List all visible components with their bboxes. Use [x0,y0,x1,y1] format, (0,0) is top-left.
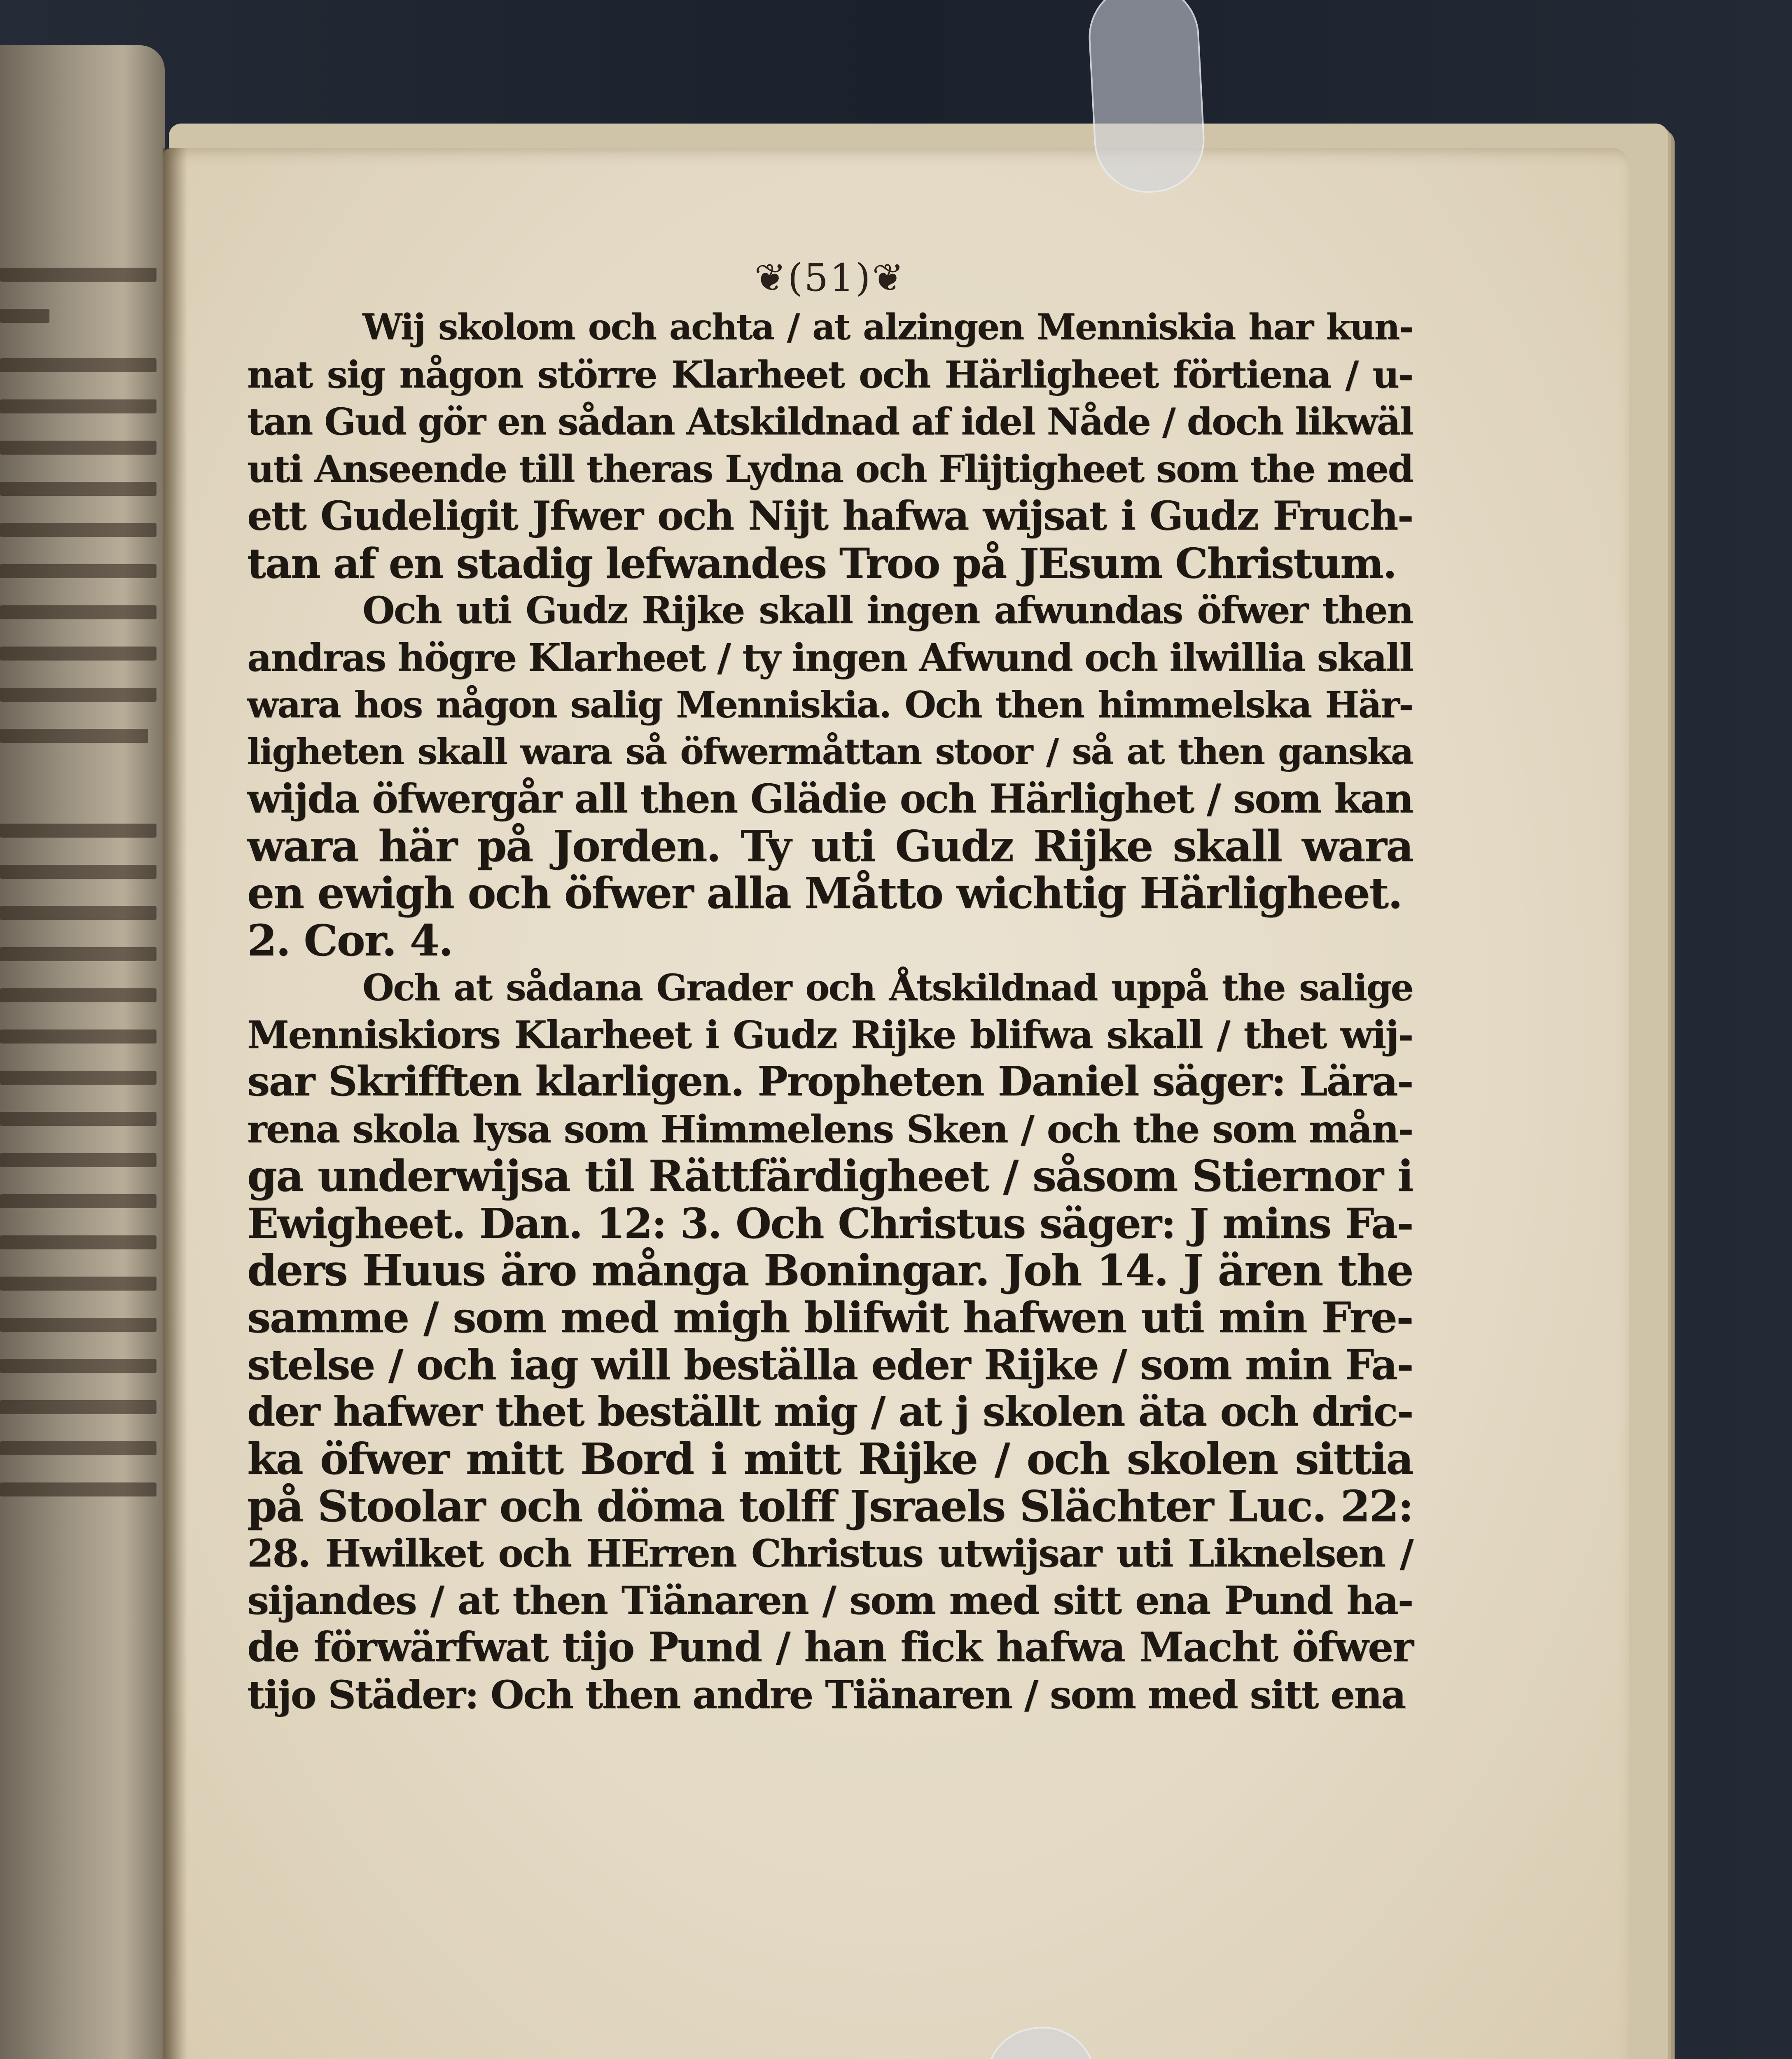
page-header-ornament: ❦(51)❦ [754,256,906,300]
text-line: ders Huus äro många Boningar. Joh 14. J ären the [247,1245,1413,1296]
text-line: 2. Cor. 4. [247,915,453,966]
text-line: Och at sådana Grader och Åtskildnad uppå the salige [362,966,1413,1009]
text-line: ka öfwer mitt Bord i mitt Rijke / och skolen sittia [247,1433,1413,1484]
left-page-text-line [0,1441,157,1455]
text-line: ett Gudeligit Jfwer och Nijt hafwa wijsat i Gudz Fruch- [247,493,1413,539]
text-line: tan Gud gör en sådan Atskildnad af idel Nåde / doch likwäl [247,400,1413,444]
left-page-text-line [0,1153,157,1167]
left-page-text-line [0,482,157,496]
left-page-text-line [0,729,148,743]
left-page-text-line [0,988,157,1002]
text-line: rena skola lysa som Himmelens Sken / och the som mån- [247,1107,1413,1151]
page-text-block [247,255,1413,1718]
text-line: 28. Hwilket och HErren Christus utwijsar uti Liknelsen / [247,1531,1413,1576]
text-line: sar Skrifften klarligen. Propheten Daniel säger: Lära- [247,1058,1413,1105]
text-line: wara här på Jorden. Ty uti Gudz Rijke skall wara [247,820,1413,871]
left-page-text-line [0,1071,157,1085]
left-page-text-line [0,399,157,413]
text-line: ga underwijsa til Rättfärdigheet / såsom Stiernor i [247,1151,1413,1201]
left-page-text-line [0,824,157,838]
left-page-text-line [0,906,157,920]
page-clip-top [1086,0,1207,196]
left-page-text-line [0,564,157,578]
left-page-text-line [0,688,157,702]
left-page-text-line [0,947,157,961]
text-line: Menniskiors Klarheet i Gudz Rijke blifwa skall / thet wij- [247,1012,1413,1057]
left-page-text-line [0,1194,157,1208]
left-page-text-line [0,441,157,455]
text-line: sijandes / at then Tiänaren / som med sitt ena Pund ha- [247,1578,1413,1623]
text-line: stelse / och iag will beställa eder Rijke / som min Fa- [247,1340,1413,1389]
left-page-text-line [0,358,157,372]
left-page-text-line [0,1359,157,1373]
left-page-text-line [0,523,157,537]
text-line: Och uti Gudz Rijke skall ingen afwundas öfwer then [362,588,1413,632]
left-page-text-line [0,1235,157,1249]
left-page-text-line [0,1112,157,1126]
text-line: uti Anseende till theras Lydna och Flijtigheet som the med [247,447,1413,491]
left-page-text-line [0,865,157,879]
left-page-text-line [0,1030,157,1044]
left-page-text-line [0,1482,157,1496]
text-lines [247,304,1413,1718]
text-line: Ewigheet. Dan. 12: 3. Och Christus säger: J mins Fa- [247,1199,1413,1248]
text-line: de förwärfwat tijo Pund / han fick hafwa Macht öfwer [247,1624,1413,1671]
text-line: andras högre Klarheet / ty ingen Afwund och ilwillia skall [247,635,1413,680]
text-line: tijo Städer: Och then andre Tiänaren / som med sitt ena [247,1672,1405,1718]
text-line: en ewigh och öfwer alla Måtto wichtig Härligheet. [247,868,1402,918]
left-page-text-line [0,605,157,619]
text-line: Wij skolom och achta / at alzingen Menniskia har kun- [362,306,1413,348]
text-line: på Stoolar och döma tolff Jsraels Slächter Luc. 22: [247,1480,1413,1531]
left-page-text-line [0,1277,157,1291]
left-page-text-line [0,268,157,282]
text-line: ligheten skall wara så öfwermåttan stoor / så at then ganska [247,731,1413,773]
text-line: samme / som med migh blifwit hafwen uti min Fre- [247,1293,1413,1342]
text-line: wara hos någon salig Menniskia. Och then himmelska Här- [247,683,1413,726]
left-page-text-line [0,309,49,323]
text-line: tan af en stadig lefwandes Troo på JEsum Christum. [247,539,1396,588]
page-gutter-shadow [163,148,187,2059]
left-page-text-line [0,1400,157,1414]
text-line: der hafwer thet beställt mig / at j skolen äta och dric- [247,1388,1413,1436]
text-line: nat sig någon större Klarheet och Härligheet förtiena / u- [247,353,1413,397]
left-page-text-line [0,647,157,661]
text-line: wijda öfwergår all then Glädie och Härlighet / som kan [247,775,1413,822]
left-facing-page [0,45,165,2059]
left-page-text-line [0,1318,157,1332]
